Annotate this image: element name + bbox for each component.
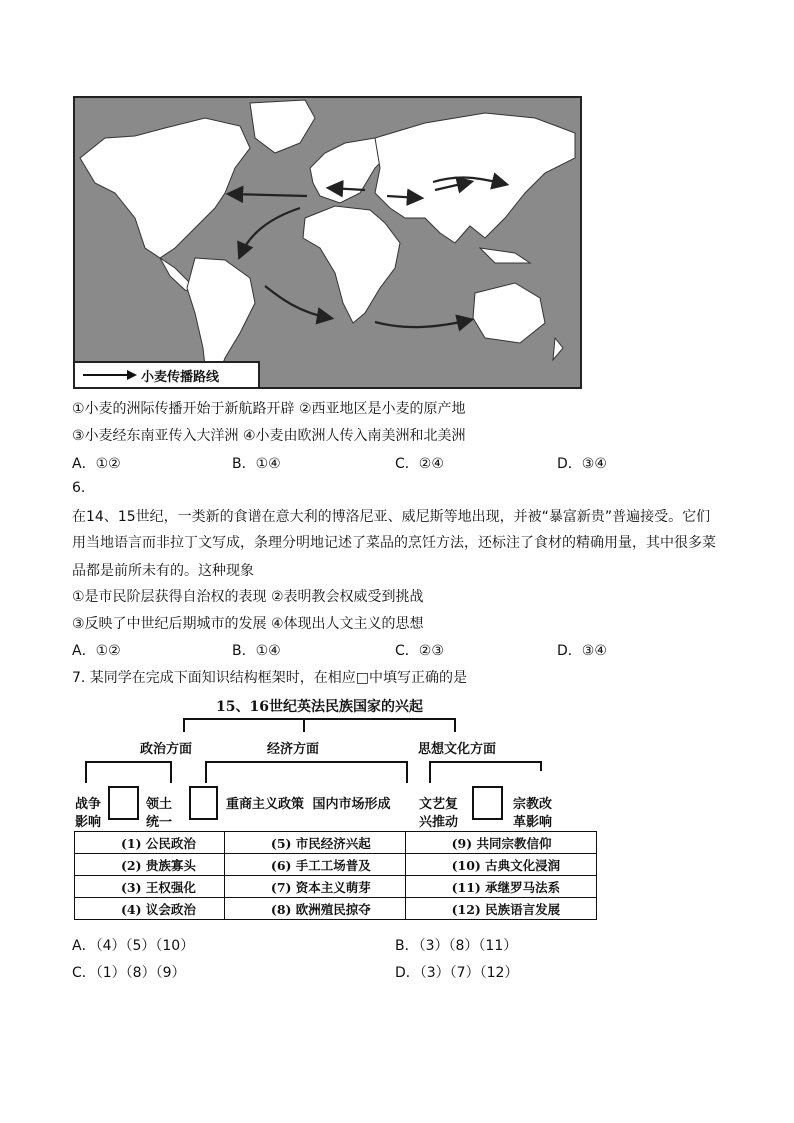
q6-stem-line-1: 在14、15世纪，一类新的食谱在意大利的博洛尼亚、威尼斯等地出现，并被“暴富新贵”普遍接受。它们 xyxy=(72,509,711,525)
table-cell: (4) 议会政治 xyxy=(75,898,225,920)
q6-statement-2: ③反映了中世纪后期城市的发展 ④体现出人文主义的思想 xyxy=(72,616,424,632)
q5-option-d[interactable]: D．③④ xyxy=(557,456,607,472)
legend-label: 小麦传播路线 xyxy=(141,370,220,385)
q6-statement-1: ①是市民阶层获得自治权的表现 ②表明教会权威受到挑战 xyxy=(72,589,424,605)
framework-title: 15、16世纪英法民族国家的兴起 xyxy=(216,699,423,715)
culture-right-line-1: 宗教改 xyxy=(513,797,553,812)
wheat-spread-map xyxy=(73,96,582,389)
arrow-icon xyxy=(83,369,138,381)
q6-option-b[interactable]: B．①④ xyxy=(232,643,281,659)
q7-option-b[interactable]: B．（3）（8）（11） xyxy=(395,938,518,954)
map-legend xyxy=(75,361,260,387)
table-cell: (3) 王权强化 xyxy=(75,876,225,898)
q6-stem-line-3: 品都是前所未有的。这种现象 xyxy=(72,563,254,579)
table-cell: (1) 公民政治 xyxy=(75,832,225,854)
culture-right-line-2: 革影响 xyxy=(513,815,553,830)
q6-option-a[interactable]: A．①② xyxy=(72,643,121,659)
table-cell: (6) 手工工场普及 xyxy=(224,854,405,876)
world-map-graphic xyxy=(75,98,580,387)
table-cell: (7) 资本主义萌芽 xyxy=(224,876,405,898)
q7-option-d[interactable]: D．（3）（7）（12） xyxy=(395,965,519,981)
table-row xyxy=(75,898,597,920)
greenland-shape xyxy=(250,100,315,153)
q5-option-b[interactable]: B．①④ xyxy=(232,456,281,472)
africa-shape xyxy=(303,206,400,323)
north-america-shape xyxy=(80,118,250,258)
table-row xyxy=(75,854,597,876)
table-cell: (5) 市民经济兴起 xyxy=(224,832,405,854)
branch-politics: 政治方面 xyxy=(140,742,193,757)
table-cell: (2) 贵族寡头 xyxy=(75,854,225,876)
table-cell: (8) 欧洲殖民掠夺 xyxy=(224,898,405,920)
q7-option-c[interactable]: C．（1）（8）（9） xyxy=(72,965,186,981)
politics-left-line-2: 影响 xyxy=(75,815,102,830)
branch-economy: 经济方面 xyxy=(267,742,320,757)
q7-stem: 7. 某同学在完成下面知识结构框架时，在相应□中填写正确的是 xyxy=(72,670,468,686)
culture-left-line-2: 兴推动 xyxy=(419,815,459,830)
q5-statement-1: ①小麦的洲际传播开始于新航路开辟 ②西亚地区是小麦的原产地 xyxy=(72,401,466,417)
table-cell: (12) 民族语言发展 xyxy=(405,898,596,920)
politics-right-line-2: 统一 xyxy=(146,815,173,830)
australia-shape xyxy=(473,283,545,343)
table-cell: (10) 古典文化浸润 xyxy=(405,854,596,876)
q5-option-c[interactable]: C．②④ xyxy=(395,456,444,472)
culture-left-line-1: 文艺复 xyxy=(419,797,459,812)
branch-culture: 思想文化方面 xyxy=(418,742,497,757)
q6-option-d[interactable]: D．③④ xyxy=(557,643,607,659)
q6-number: 6. xyxy=(72,480,86,496)
economy-items: 重商主义政策 国内市场形成 xyxy=(226,797,391,812)
politics-left-line-1: 战争 xyxy=(75,797,102,812)
table-row xyxy=(75,876,597,898)
q5-option-a[interactable]: A．①② xyxy=(72,456,121,472)
politics-right-line-1: 领土 xyxy=(146,797,173,812)
table-row xyxy=(75,832,597,854)
blank-box-economy[interactable] xyxy=(189,786,218,820)
q5-statement-2: ③小麦经东南亚传入大洋洲 ④小麦由欧洲人传入南美洲和北美洲 xyxy=(72,428,466,444)
blank-box-culture[interactable] xyxy=(472,786,503,820)
table-cell: (11) 承继罗马法系 xyxy=(405,876,596,898)
blank-box-politics[interactable] xyxy=(108,786,139,820)
q7-options-table xyxy=(74,831,597,920)
table-cell: (9) 共同宗教信仰 xyxy=(405,832,596,854)
q6-stem-line-2: 用当地语言而非拉丁文写成，条理分明地记述了菜品的烹饪方法，还标注了食材的精确用量，其中很多菜 xyxy=(72,535,716,551)
q7-option-a[interactable]: A．（4）（5）（10） xyxy=(72,938,195,954)
q6-option-c[interactable]: C．②③ xyxy=(395,643,444,659)
